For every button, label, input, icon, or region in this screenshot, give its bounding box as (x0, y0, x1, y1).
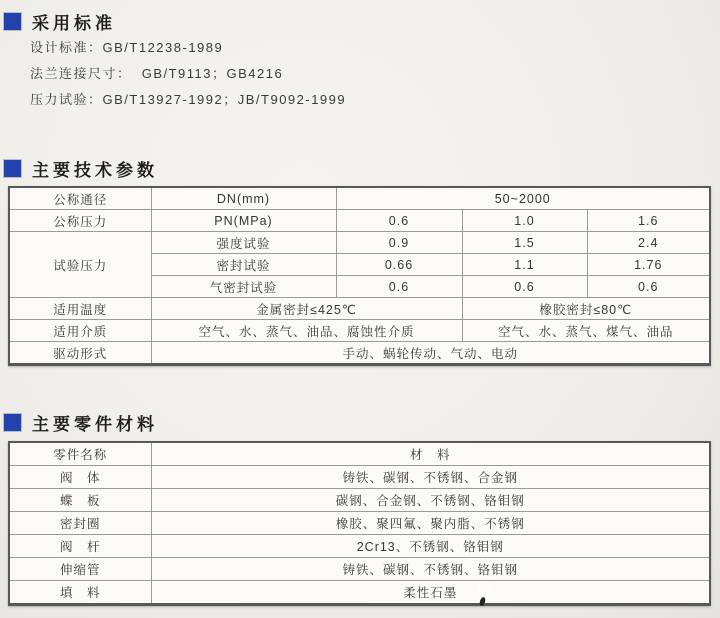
param-value-cell: 1.0 (462, 210, 587, 232)
section-bullet-icon (4, 414, 21, 431)
table-row (9, 187, 710, 210)
table-row (9, 320, 710, 342)
param-sub-cell: PN(MPa) (151, 210, 336, 232)
param-sub-cell: 强度试验 (151, 232, 336, 254)
param-label-cell: 公称压力 (9, 210, 151, 232)
materials-table (8, 441, 711, 606)
material-cell: 橡胶、聚四氟、聚内脂、不锈钢 (151, 512, 710, 535)
scan-artifact-white-spot (478, 581, 493, 596)
param-value-cell: 橡胶密封≤80℃ (462, 298, 710, 320)
param-value-cell: 0.6 (462, 276, 587, 298)
part-name-cell: 阀 杆 (9, 535, 151, 558)
material-cell: 2Cr13、不锈钢、铬钼钢 (151, 535, 710, 558)
param-label-cell: 适用介质 (9, 320, 151, 342)
section-title: 主要零件材料 (32, 415, 158, 434)
table-header-row (9, 442, 710, 466)
table-row (9, 342, 710, 365)
material-header-cell: 材 料 (151, 442, 710, 466)
param-value-cell: 手动、蜗轮传动、气动、电动 (151, 342, 710, 365)
param-sub-cell: 气密封试验 (151, 276, 336, 298)
param-value-cell: 空气、水、蒸气、煤气、油品 (462, 320, 710, 342)
param-value-cell: 50~2000 (336, 187, 710, 210)
standards-line-pressure-test: 压力试验：GB/T13927-1992；JB/T9092-1999 (30, 92, 347, 107)
param-label-cell: 试验压力 (9, 232, 151, 298)
table-row (9, 581, 710, 605)
material-cell: 铸铁、碳钢、不锈钢、合金钢 (151, 466, 710, 489)
table-row (9, 512, 710, 535)
section-tech-params-header (4, 156, 158, 181)
param-value-cell: 2.4 (587, 232, 710, 254)
param-value-cell: 0.6 (336, 276, 462, 298)
part-name-cell: 蝶 板 (9, 489, 151, 512)
table-row (9, 466, 710, 489)
material-cell: 铸铁、碳钢、不锈钢、铬钼钢 (151, 558, 710, 581)
standards-line-flange: 法兰连接尺寸： GB/T9113；GB4216 (30, 66, 284, 81)
section-title: 主要技术参数 (32, 161, 158, 180)
table-row (9, 232, 710, 254)
part-name-cell: 伸缩管 (9, 558, 151, 581)
param-value-cell: 0.6 (587, 276, 710, 298)
param-value-cell: 空气、水、蒸气、油品、腐蚀性介质 (151, 320, 462, 342)
part-name-cell: 填 料 (9, 581, 151, 605)
param-value-cell: 1.6 (587, 210, 710, 232)
table-row (9, 535, 710, 558)
table-row (9, 558, 710, 581)
param-sub-cell: DN(mm) (151, 187, 336, 210)
param-value-cell: 0.9 (336, 232, 462, 254)
section-materials-header (4, 410, 158, 435)
section-standards-header (4, 9, 116, 34)
part-name-header-cell: 零件名称 (9, 442, 151, 466)
standards-line-design: 设计标准：GB/T12238-1989 (30, 40, 224, 55)
material-cell: 碳钢、合金钢、不锈钢、铬钼钢 (151, 489, 710, 512)
param-value-cell: 1.76 (587, 254, 710, 276)
param-value-cell: 1.1 (462, 254, 587, 276)
param-value-cell: 0.6 (336, 210, 462, 232)
param-sub-cell: 密封试验 (151, 254, 336, 276)
table-row (9, 210, 710, 232)
table-row (9, 489, 710, 512)
tech-params-table (8, 186, 711, 366)
section-bullet-icon (4, 160, 21, 177)
material-cell: 柔性石墨 (151, 581, 710, 605)
param-value-cell: 1.5 (462, 232, 587, 254)
table-row (9, 298, 710, 320)
param-label-cell: 驱动形式 (9, 342, 151, 365)
part-name-cell: 阀 体 (9, 466, 151, 489)
param-value-cell: 金属密封≤425℃ (151, 298, 462, 320)
part-name-cell: 密封圈 (9, 512, 151, 535)
param-value-cell: 0.66 (336, 254, 462, 276)
param-label-cell: 公称通径 (9, 187, 151, 210)
section-title: 采用标准 (32, 14, 116, 33)
section-bullet-icon (4, 13, 21, 30)
param-label-cell: 适用温度 (9, 298, 151, 320)
